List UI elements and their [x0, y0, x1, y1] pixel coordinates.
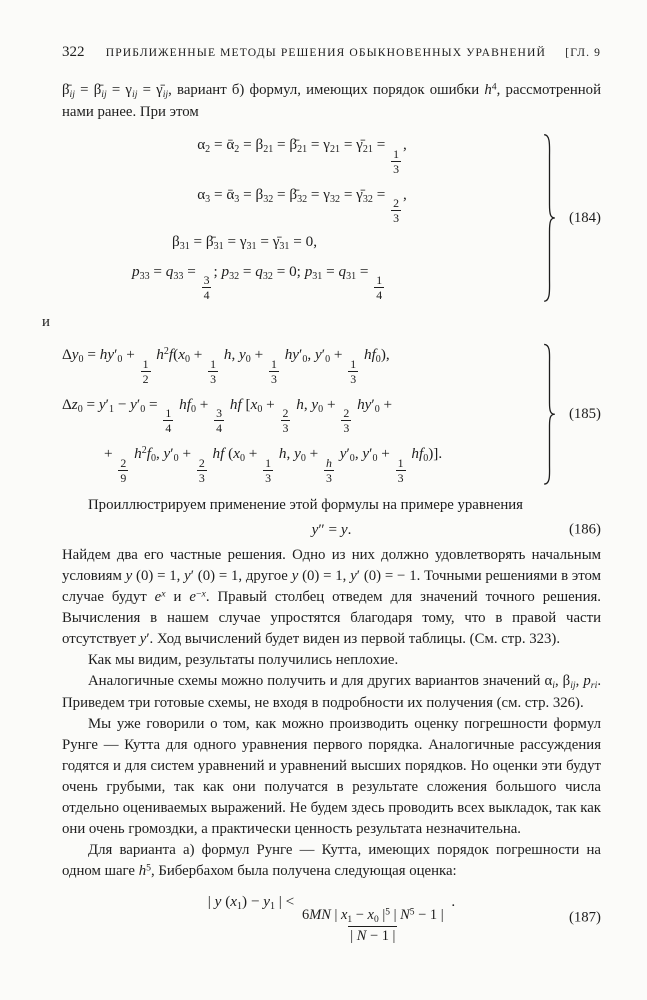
equation-number: (184) — [568, 209, 601, 226]
chapter-reference: [ГЛ. 9 — [565, 46, 601, 59]
equation-line: $p_{33} = q_{33}$ = $\frac{3}{4}$ ; $p_{32} = q_{32} = 0$; $p_{31} = q_{31}$ = $\frac{1}{4}$ — [132, 262, 383, 303]
equation-number: (187) — [568, 909, 601, 926]
equation-line: $\beta_{31}$ = $\betā_{31} = \gamma_{31}$ = $\gammā_{31} = 0$, — [172, 233, 317, 253]
equation-185 — [62, 340, 601, 489]
equation-line: $\Delta z_0 = y'_1 - y'_0$ = $\frac{1}{4}$ $hf_0$ + $\frac{3}{4}$ hf [$x_0$ + $\frac{2}{3}$ h, $y_0$ + $\frac{2}{3}$ $hy'_0$ + — [62, 395, 393, 436]
paragraph-analogous: Аналогичные схемы можно получить и для других вариантов значений $\alpha_i$, $\beta_{ij}$, $p_{ri}$. Приведем три готовые схемы, не входя в подробности их получения (см. стр. 326). — [62, 673, 602, 712]
right-curly-brace — [542, 133, 557, 303]
paragraph-illustrate: Проиллюстрируем применение этой формулы на примере уравнения — [88, 496, 523, 513]
paragraph-find-solutions: Найдем два его частные решения. Одно из них должно удовлетворять начальным условиям y (0) = 1, y′ (0) = 1, другое y (0) = 1, y′ (0) = − 1. Точными решениями в этом случае будут $e^x$ и $e^{-x}$. Правый столбец отведем для значений точного решения. Вычисления в нашем случае упростятся благодаря тому, что в правой части отсутствует y′. Ход вычислений будет виден из первой таблицы. (См. стр. 323). — [62, 547, 601, 648]
right-curly-brace — [542, 343, 557, 486]
paragraph-intro: $\betā_{ij}$ = $\betā_{ij} = \gamma_{ij}$ = $\gammā_{ij}$, вариант б) формул, имеющих порядок ошибки $h^4$, рассмотренной нами ранее. При этом — [62, 81, 601, 121]
equation-line: $\alpha_3$ = ᾱ$_3$ = $\beta_{32}$ = $\betā_{32} = \gamma_{32}$ = $\gammā_{32}$ = $\frac{2}{3}$ , — [197, 185, 407, 226]
equation-185-lines — [62, 340, 542, 489]
equation-186 — [62, 519, 601, 541]
equation-body: | y $(x_1) - y_1$ | < $\frac{6MN | x_1 - x_0 |^5 | N^5 - 1 |}{| N - 1 |}$ . — [207, 893, 456, 944]
equation-line: $\Delta y_0 = hy'_0$ + $\frac{1}{2}$ $h^2f(x_0$ + $\frac{1}{3}$ h, $y_0$ + $\frac{1}{3}$ $hy'_0$, $y'_0$ + $\frac{1}{3}$ $hf_0$), — [62, 346, 390, 386]
equation-184 — [62, 130, 601, 306]
paragraph-error-estimate: Мы уже говорили о том, как можно производить оценку погрешности формул Рунге — Кутта для одного уравнения первого порядка. Аналогичные рассуждения годятся и для систем уравнений и уравнений высших порядков. Но оценки эти будут очень грубыми, так как они получатся в результате сложения большого числа отдельно оцениваемых выражений. Не будем здесь проводить всех выкладок, так как они очень громоздки, а практически ценность результата незначительна. — [62, 716, 601, 838]
running-title: ПРИБЛИЖЕННЫЕ МЕТОДЫ РЕШЕНИЯ ОБЫКНОВЕННЫХ УРАВНЕНИЙ — [105, 46, 546, 59]
equation-line: $\alpha_2$ = ᾱ$_2$ = $\beta_{21}$ = $\betā_{21} = \gamma_{21}$ = $\gammā_{21}$ = $\frac{1}{3}$ , — [197, 136, 407, 176]
equation-184-lines — [62, 130, 542, 306]
paragraph-results: Как мы видим, результаты получились неплохие. — [88, 652, 399, 669]
connector-word: и — [42, 314, 50, 331]
equation-body: y″ = y. — [311, 520, 352, 538]
paragraph-variant-a: Для варианта а) формул Рунге — Кутта, имеющих порядок погрешности на одном шаге $h^5$, Бибербахом была получена следующая оценка: — [62, 842, 601, 880]
page-header — [62, 42, 601, 63]
equation-number: (185) — [568, 405, 601, 422]
equation-187 — [62, 891, 601, 945]
page-number: 322 — [62, 44, 85, 60]
equation-number: (186) — [568, 521, 601, 537]
equation-line: + $\frac{2}{9}$ $h^2f_0$, $y'_0$ + $\frac{2}{3}$ hf ($x_0$ + $\frac{1}{3}$ h, $y_0$ + $\frac{h}{3}$ $y'_0$, $y'_0$ + $\frac{1}{3}$ $hf_0$)]. — [104, 445, 443, 485]
